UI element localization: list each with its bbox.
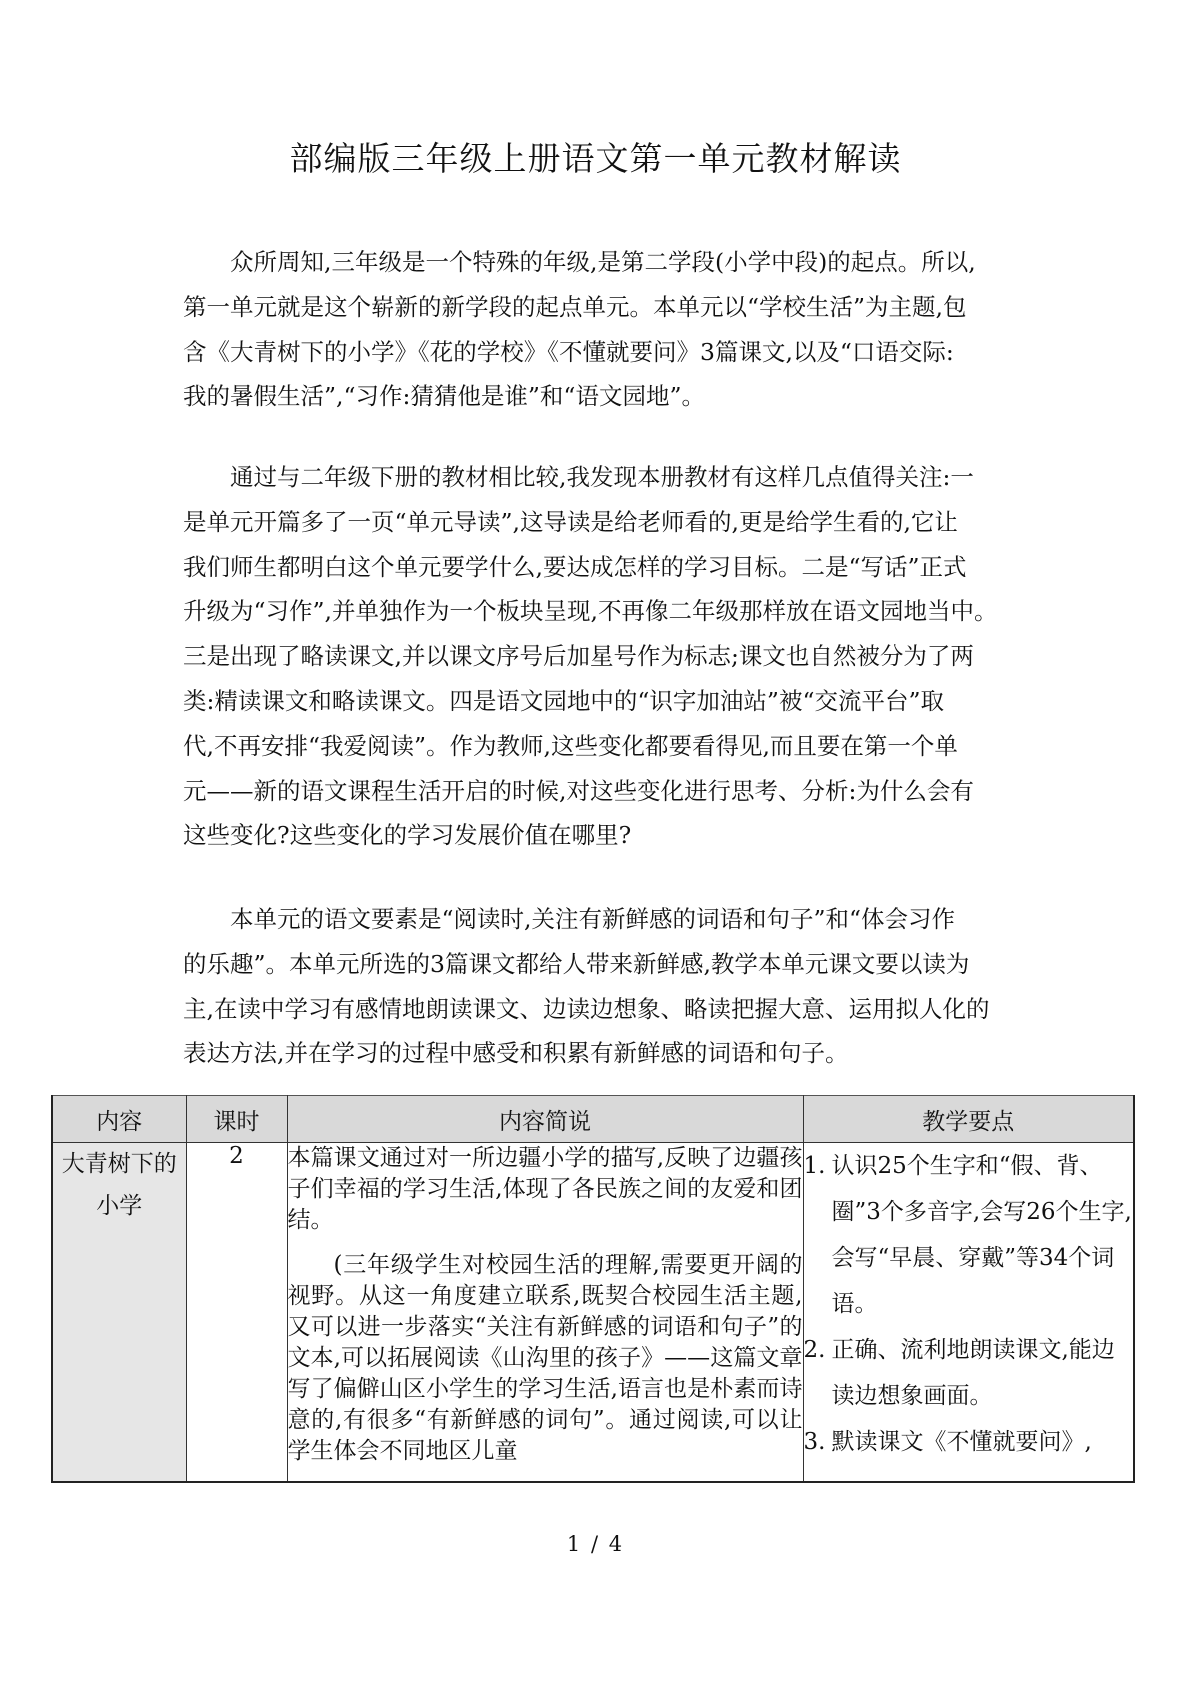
lesson-summary <box>287 1143 803 1483</box>
point-text: 默读课文《不懂就要问》, <box>831 1429 1092 1455</box>
header-hours: 课时 <box>186 1096 287 1143</box>
header-summary: 内容简说 <box>287 1096 803 1143</box>
paragraph-line: 代,不再安排“我爱阅读”。作为教师,这些变化都要看得见,而且要在第一个单 <box>183 731 958 760</box>
paragraph-line: 我的暑假生活”,“习作:猜猜他是谁”和“语文园地”。 <box>183 382 705 411</box>
paragraph-line: 三是出现了略读课文,并以课文序号后加星号作为标志;课文也自然被分为了两 <box>183 642 974 671</box>
paragraph-line: 类:精读课文和略读课文。四是语文园地中的“识字加油站”被“交流平台”取 <box>183 686 944 715</box>
teaching-point <box>804 1143 1134 1327</box>
point-text: 正确、流利地朗读课文,能边读边想象画面。 <box>831 1337 1115 1409</box>
document-title: 部编版三年级上册语文第一单元教材解读 <box>289 139 902 178</box>
paragraph-line: 通过与二年级下册的教材相比较,我发现本册教材有这样几点值得关注:一 <box>230 463 974 491</box>
point-number: 1. <box>803 1153 826 1179</box>
table-row <box>52 1143 1134 1483</box>
teaching-point <box>804 1327 1134 1419</box>
paragraph-comparison <box>183 455 1009 858</box>
summary-text: 本篇课文通过对一所边疆小学的描写,反映了边疆孩子们幸福的学习生活,体现了各民族之间的友爱和团结。 <box>287 1145 803 1233</box>
paragraph-line: 第一单元就是这个崭新的新学段的起点单元。本单元以“学校生活”为主题,包 <box>183 292 967 321</box>
page-number: 1 / 4 <box>566 1532 625 1556</box>
paragraph-line: 含《大青树下的小学》《花的学校》《不懂就要问》3篇课文,以及“口语交际: <box>183 337 954 366</box>
paragraph-elements <box>183 897 1009 1076</box>
lesson-table <box>51 1095 1135 1483</box>
paragraph-line: 元——新的语文课程生活开启的时候,对这些变化进行思考、分析:为什么会有 <box>183 776 974 805</box>
paragraph-intro <box>183 240 1009 419</box>
lesson-hours: 2 <box>186 1143 287 1483</box>
paragraph-line: 升级为“习作”,并单独作为一个板块呈现,不再像二年级那样放在语文园地当中。 <box>183 597 998 626</box>
summary-extension: (三年级学生对校园生活的理解,需要更开阔的视野。从这一角度建立联系,既契合校园生活主题,又可以进一步落实“关注有新鲜感的词语和句子”的文本,可以拓展阅读《山沟里的孩子》——这篇文章写了偏僻山区小学生的学习生活,语言也是朴素而诗意的,有很多“有新鲜感的词句”。通过阅读,可以让学生体会不同地区儿童 <box>287 1252 803 1464</box>
paragraph-line: 我们师生都明白这个单元要学什么,要达成怎样的学习目标。二是“写话”正式 <box>183 552 967 581</box>
teaching-point <box>804 1419 1134 1465</box>
header-key-points: 教学要点 <box>803 1096 1134 1143</box>
point-text: 认识25个生字和“假、背、圈”3个多音字,会写26个生字,会写“早晨、穿戴”等34个词语。 <box>831 1153 1132 1317</box>
paragraph-line: 是单元开篇多了一页“单元导读”,这导读是给老师看的,更是给学生看的,它让 <box>183 507 958 536</box>
paragraph-line: 主,在读中学习有感情地朗读课文、边读边想象、略读把握大意、运用拟人化的 <box>183 994 990 1023</box>
teaching-points <box>803 1143 1134 1483</box>
paragraph-line: 的乐趣”。本单元所选的3篇课文都给人带来新鲜感,教学本单元课文要以读为 <box>183 949 970 978</box>
paragraph-line: 表达方法,并在学习的过程中感受和积累有新鲜感的词语和句子。 <box>183 1039 849 1068</box>
paragraph-line: 这些变化?这些变化的学习发展价值在哪里? <box>183 821 632 850</box>
paragraph-line: 众所周知,三年级是一个特殊的年级,是第二学段(小学中段)的起点。所以, <box>230 248 976 276</box>
point-number: 3. <box>803 1429 826 1455</box>
lesson-name: 大青树下的小学 <box>52 1143 186 1483</box>
paragraph-line: 本单元的语文要素是“阅读时,关注有新鲜感的词语和句子”和“体会习作 <box>230 905 956 933</box>
table-header-row <box>52 1096 1134 1143</box>
point-number: 2. <box>803 1337 826 1363</box>
header-content: 内容 <box>52 1096 186 1143</box>
